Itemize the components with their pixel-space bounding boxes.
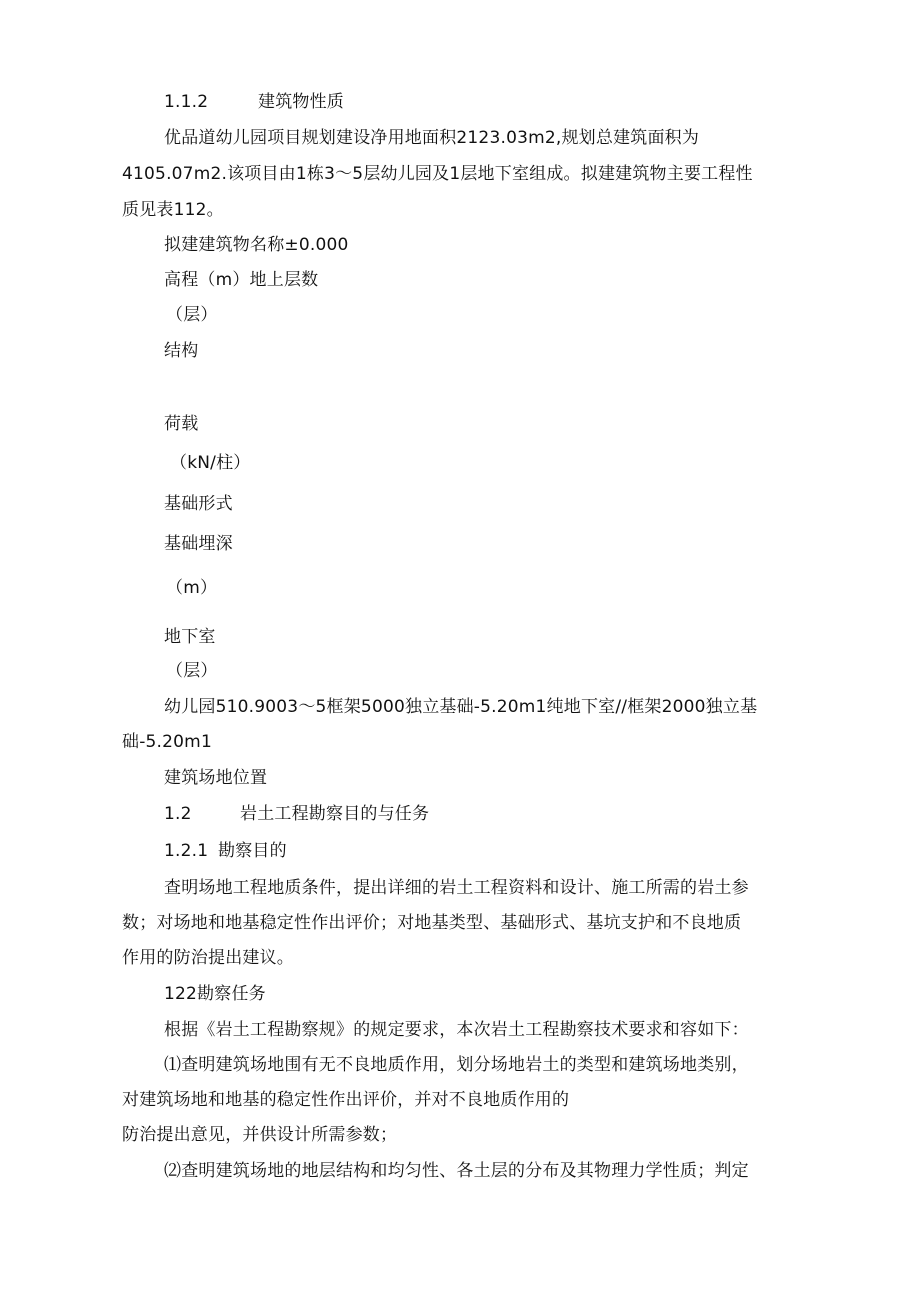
paragraph-line: 数；对场地和地基稳定性作出评价；对地基类型、基础形式、基坑支护和不良地质 — [122, 913, 742, 933]
section-heading-1-1-2 — [164, 91, 344, 113]
section-number: 1.2.1 — [164, 841, 209, 861]
section-heading-1-2-2: 122勘察任务 — [164, 984, 266, 1004]
table-header-text: （kN/柱） — [170, 453, 251, 473]
table-header-text: （m） — [166, 578, 218, 598]
table-header-text: （层） — [166, 661, 218, 681]
paragraph-line: ⑴查明建筑场地围有无不良地质作用，划分场地岩土的类型和建筑场地类别， — [164, 1055, 749, 1075]
section-heading-1-2 — [164, 803, 429, 825]
section-heading-1-2-1 — [164, 840, 287, 862]
paragraph-line: 优品道幼儿园项目规划建设净用地面积2123.03m2,规划总建筑面积为 — [164, 128, 700, 148]
table-header-text: 荷载 — [164, 414, 199, 434]
table-header-text: （层） — [166, 305, 218, 325]
table-data-row: 础-5.20m1 — [122, 732, 212, 752]
paragraph-line: 4105.07m2.该项目由1栋3～5层幼儿园及1层地下室组成。拟建建筑物主要工程性 — [122, 164, 753, 184]
paragraph-line: 查明场地工程地质条件，提出详细的岩土工程资料和设计、施工所需的岩土参 — [164, 878, 749, 898]
paragraph-line: 质见表112。 — [122, 200, 224, 220]
section-title: 岩土工程勘察目的与任务 — [240, 804, 430, 824]
table-caption-text: 建筑场地位置 — [164, 768, 268, 788]
section-title: 建筑物性质 — [258, 92, 344, 112]
paragraph-line: 防治提出意见，并供设计所需参数； — [122, 1125, 398, 1145]
paragraph-line: 根据《岩土工程勘察规》的规定要求，本次岩土工程勘察技术要求和容如下： — [164, 1020, 749, 1040]
table-header-text: 拟建建筑物名称±0.000 — [164, 235, 349, 255]
table-header-text: 高程（m）地上层数 — [164, 270, 319, 290]
section-number: 1.2 — [164, 804, 192, 824]
paragraph-line: 对建筑场地和地基的稳定性作出评价，并对不良地质作用的 — [122, 1090, 570, 1110]
paragraph-line: ⑵查明建筑场地的地层结构和均匀性、各土层的分布及其物理力学性质；判定 — [164, 1161, 749, 1181]
table-data-row: 幼儿园510.9003～5框架5000独立基础-5.20m1纯地下室//框架2000独立基 — [164, 697, 758, 717]
table-header-text: 结构 — [164, 341, 199, 361]
table-header-text: 地下室 — [164, 627, 216, 647]
table-header-text: 基础形式 — [164, 494, 233, 514]
table-header-text: 基础埋深 — [164, 534, 233, 554]
paragraph-line: 作用的防治提出建议。 — [122, 948, 294, 968]
section-number: 1.1.2 — [164, 92, 209, 112]
section-title: 勘察目的 — [218, 841, 287, 861]
